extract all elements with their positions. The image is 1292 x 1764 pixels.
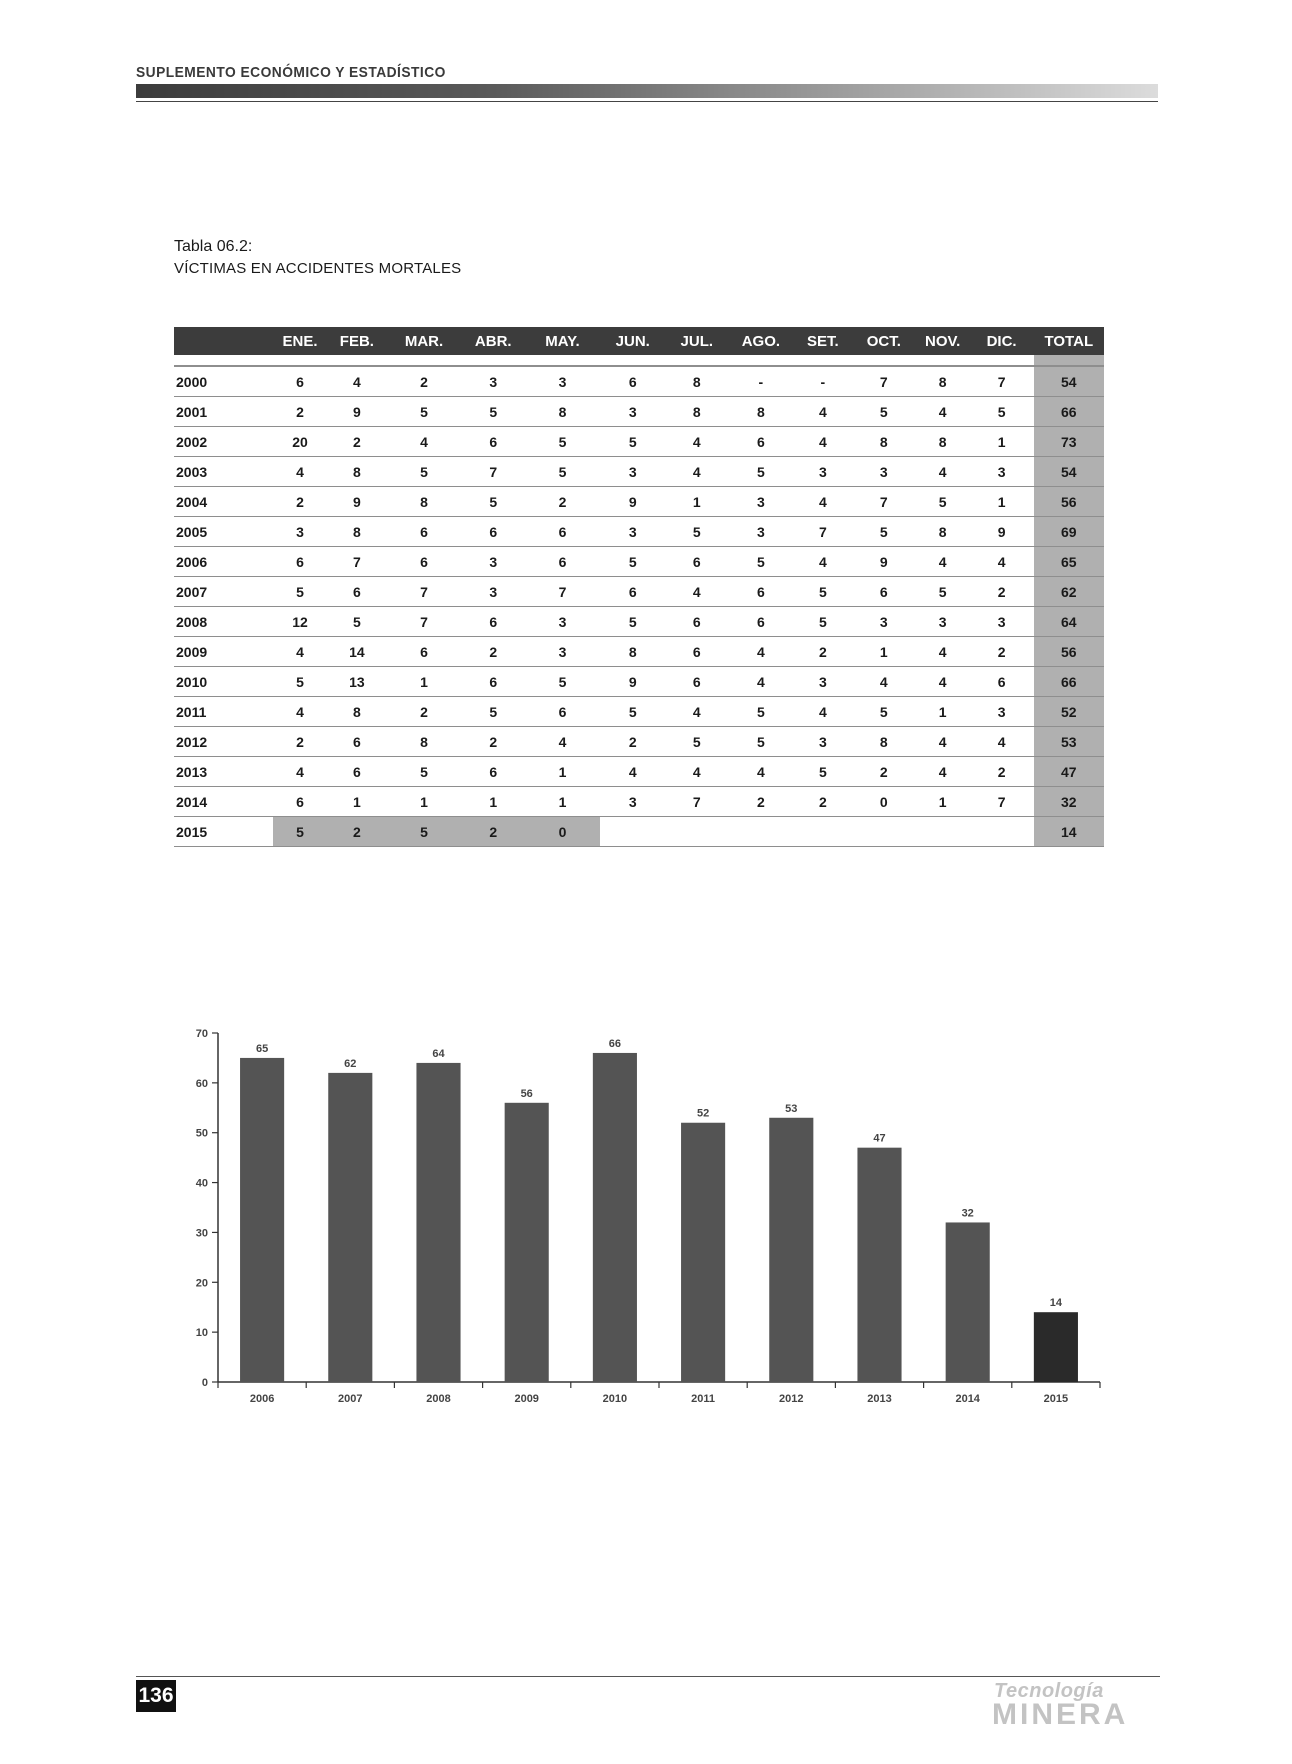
month-cell: 14 <box>327 637 387 667</box>
month-cell: 2 <box>461 727 525 757</box>
month-cell: 6 <box>461 667 525 697</box>
month-cell: 3 <box>728 517 794 547</box>
month-cell: 6 <box>387 547 461 577</box>
year-cell: 2008 <box>174 607 273 637</box>
month-cell: 2 <box>327 817 387 847</box>
month-cell: 1 <box>387 667 461 697</box>
bar-2011 <box>681 1123 725 1382</box>
month-cell: 8 <box>916 366 970 397</box>
month-cell: 5 <box>852 397 916 427</box>
y-tick-label: 10 <box>195 1327 208 1340</box>
data-label: 32 <box>961 1207 974 1220</box>
x-tick-label: 2009 <box>514 1393 539 1405</box>
month-cell: 9 <box>327 397 387 427</box>
month-cell: 6 <box>273 547 327 577</box>
month-cell: 1 <box>327 787 387 817</box>
total-cell: 52 <box>1034 697 1104 727</box>
x-tick-label: 2008 <box>426 1393 451 1405</box>
month-cell: 4 <box>273 757 327 787</box>
data-label: 66 <box>608 1037 622 1050</box>
total-cell: 53 <box>1034 727 1104 757</box>
table-label: Tabla 06.2: <box>174 238 253 255</box>
year-cell: 2005 <box>174 517 273 547</box>
year-cell: 2004 <box>174 487 273 517</box>
month-cell: 4 <box>525 727 599 757</box>
month-cell: 3 <box>970 697 1034 727</box>
month-cell: 6 <box>327 757 387 787</box>
month-cell: 6 <box>970 667 1034 697</box>
month-cell: 5 <box>600 547 666 577</box>
header-cell: JUL. <box>666 327 728 355</box>
month-cell: 7 <box>852 487 916 517</box>
header-cell: MAY. <box>525 327 599 355</box>
month-cell: 7 <box>387 577 461 607</box>
month-cell: 6 <box>728 427 794 457</box>
month-cell: 3 <box>728 487 794 517</box>
month-cell: 6 <box>728 607 794 637</box>
header-cell: TOTAL <box>1034 327 1104 355</box>
month-cell: 5 <box>916 487 970 517</box>
data-label: 52 <box>696 1107 710 1120</box>
month-cell: 8 <box>387 487 461 517</box>
month-cell: 7 <box>666 787 728 817</box>
y-tick-label: 30 <box>195 1227 208 1240</box>
month-cell: 0 <box>852 787 916 817</box>
month-cell: 5 <box>461 697 525 727</box>
month-cell: 5 <box>461 487 525 517</box>
month-cell: 4 <box>916 727 970 757</box>
header-cell: AGO. <box>728 327 794 355</box>
month-cell: 6 <box>273 787 327 817</box>
month-cell: 5 <box>852 517 916 547</box>
month-cell: 4 <box>600 757 666 787</box>
month-cell: 13 <box>327 667 387 697</box>
month-cell: 8 <box>327 697 387 727</box>
bar-2012 <box>769 1118 813 1382</box>
month-cell: 7 <box>525 577 599 607</box>
y-tick-label: 40 <box>195 1177 208 1190</box>
header-cell: FEB. <box>327 327 387 355</box>
month-cell: 8 <box>666 397 728 427</box>
header-cell: ENE. <box>273 327 327 355</box>
year-cell: 2001 <box>174 397 273 427</box>
year-cell: 2009 <box>174 637 273 667</box>
month-cell: 4 <box>970 547 1034 577</box>
month-cell: 8 <box>525 397 599 427</box>
month-cell: 8 <box>600 637 666 667</box>
month-cell: 2 <box>387 366 461 397</box>
publication-logo <box>994 1682 1128 1730</box>
month-cell: 3 <box>461 577 525 607</box>
year-cell: 2012 <box>174 727 273 757</box>
month-cell: 3 <box>461 366 525 397</box>
month-cell: 5 <box>273 667 327 697</box>
y-tick-label: 60 <box>195 1077 208 1090</box>
month-cell: 5 <box>970 397 1034 427</box>
month-cell: 0 <box>525 817 599 847</box>
x-tick-label: 2006 <box>249 1393 275 1405</box>
month-cell: 5 <box>387 817 461 847</box>
month-cell: 9 <box>327 487 387 517</box>
month-cell: 6 <box>852 577 916 607</box>
month-cell: 5 <box>852 697 916 727</box>
total-cell: 56 <box>1034 637 1104 667</box>
year-cell: 2000 <box>174 366 273 397</box>
month-cell: 3 <box>525 637 599 667</box>
month-cell: 4 <box>273 697 327 727</box>
month-cell: - <box>794 366 852 397</box>
month-cell: 5 <box>728 547 794 577</box>
month-cell: 4 <box>666 757 728 787</box>
month-cell: 4 <box>916 637 970 667</box>
month-cell: 6 <box>387 637 461 667</box>
month-cell: 5 <box>327 607 387 637</box>
month-cell: 1 <box>916 697 970 727</box>
header-cell: DIC. <box>970 327 1034 355</box>
month-cell: 5 <box>387 397 461 427</box>
total-cell: 64 <box>1034 607 1104 637</box>
month-cell: 4 <box>852 667 916 697</box>
month-cell: 4 <box>666 577 728 607</box>
month-cell: 6 <box>525 517 599 547</box>
month-cell: 4 <box>916 457 970 487</box>
month-cell: 6 <box>461 427 525 457</box>
month-cell: 2 <box>794 637 852 667</box>
total-cell: 66 <box>1034 667 1104 697</box>
month-cell: 1 <box>387 787 461 817</box>
month-cell: 1 <box>970 487 1034 517</box>
month-cell: 2 <box>794 787 852 817</box>
x-tick-label: 2010 <box>602 1393 628 1405</box>
month-cell: 2 <box>970 577 1034 607</box>
month-cell: 1 <box>525 787 599 817</box>
month-cell: 3 <box>970 607 1034 637</box>
total-cell: 69 <box>1034 517 1104 547</box>
month-cell: 2 <box>728 787 794 817</box>
month-cell: 4 <box>916 757 970 787</box>
y-tick-label: 70 <box>195 1028 208 1040</box>
bar-2008 <box>416 1063 460 1382</box>
month-cell: 6 <box>327 577 387 607</box>
month-cell: 2 <box>461 637 525 667</box>
data-label: 56 <box>520 1087 533 1100</box>
month-cell: 6 <box>273 366 327 397</box>
year-cell: 2011 <box>174 697 273 727</box>
data-label: 65 <box>255 1042 269 1055</box>
year-cell: 2014 <box>174 787 273 817</box>
x-tick-label: 2011 <box>691 1393 716 1405</box>
bar-2007 <box>328 1073 372 1382</box>
month-cell: 5 <box>728 727 794 757</box>
month-cell: 3 <box>600 787 666 817</box>
month-cell: 2 <box>970 757 1034 787</box>
month-cell: 3 <box>852 607 916 637</box>
bar-2013 <box>857 1148 901 1382</box>
month-cell: 8 <box>852 727 916 757</box>
month-cell: 6 <box>666 667 728 697</box>
month-cell: 7 <box>461 457 525 487</box>
x-tick-label: 2014 <box>955 1393 980 1405</box>
month-cell: 5 <box>666 517 728 547</box>
month-cell: 6 <box>600 577 666 607</box>
month-cell: 7 <box>970 787 1034 817</box>
year-cell: 2015 <box>174 817 273 847</box>
month-cell: 4 <box>666 427 728 457</box>
month-cell: 7 <box>970 366 1034 397</box>
year-cell: 2007 <box>174 577 273 607</box>
month-cell: 5 <box>728 457 794 487</box>
month-cell: 6 <box>525 697 599 727</box>
month-cell: 8 <box>916 427 970 457</box>
y-tick-label: 50 <box>195 1127 208 1140</box>
month-cell: 1 <box>461 787 525 817</box>
header-cell: JUN. <box>600 327 666 355</box>
month-cell: 6 <box>525 547 599 577</box>
month-cell: 6 <box>461 517 525 547</box>
month-cell: 3 <box>916 607 970 637</box>
month-cell: 2 <box>970 637 1034 667</box>
month-cell: 9 <box>852 547 916 577</box>
month-cell: 5 <box>387 457 461 487</box>
month-cell: 6 <box>387 517 461 547</box>
month-cell: 6 <box>728 577 794 607</box>
month-cell: 3 <box>852 457 916 487</box>
total-cell: 54 <box>1034 457 1104 487</box>
month-cell: 1 <box>970 427 1034 457</box>
month-cell: 7 <box>794 517 852 547</box>
month-cell: 4 <box>916 667 970 697</box>
month-cell: 8 <box>327 457 387 487</box>
month-cell: 5 <box>794 757 852 787</box>
section-header: SUPLEMENTO ECONÓMICO Y ESTADÍSTICO <box>136 64 446 81</box>
month-cell: 5 <box>666 727 728 757</box>
total-cell: 66 <box>1034 397 1104 427</box>
month-cell: 6 <box>666 547 728 577</box>
data-label: 47 <box>873 1132 886 1145</box>
month-cell: 3 <box>970 457 1034 487</box>
month-cell: 5 <box>387 757 461 787</box>
header-cell: NOV. <box>916 327 970 355</box>
month-cell: 6 <box>600 366 666 397</box>
month-cell: 3 <box>600 517 666 547</box>
month-cell: 4 <box>916 397 970 427</box>
month-cell: 4 <box>794 427 852 457</box>
header-cell: MAR. <box>387 327 461 355</box>
data-label: 14 <box>1049 1297 1063 1310</box>
header-cell: ABR. <box>461 327 525 355</box>
month-cell: 4 <box>728 757 794 787</box>
month-cell: 6 <box>327 727 387 757</box>
month-cell: 4 <box>794 697 852 727</box>
month-cell: 1 <box>852 637 916 667</box>
month-cell: 4 <box>327 366 387 397</box>
month-cell: 2 <box>273 397 327 427</box>
year-cell: 2013 <box>174 757 273 787</box>
bar-2006 <box>240 1058 284 1382</box>
month-cell: 1 <box>666 487 728 517</box>
month-cell: 6 <box>666 607 728 637</box>
bar-2010 <box>593 1053 637 1382</box>
month-cell: 1 <box>525 757 599 787</box>
month-cell: 8 <box>666 366 728 397</box>
month-cell: 2 <box>600 727 666 757</box>
month-cell: 4 <box>728 667 794 697</box>
x-tick-label: 2013 <box>867 1393 892 1405</box>
table-title: VÍCTIMAS EN ACCIDENTES MORTALES <box>174 260 462 277</box>
total-cell: 47 <box>1034 757 1104 787</box>
month-cell: 4 <box>794 547 852 577</box>
total-cell: 56 <box>1034 487 1104 517</box>
month-cell: 5 <box>794 607 852 637</box>
month-cell: 20 <box>273 427 327 457</box>
month-cell: 8 <box>852 427 916 457</box>
year-cell: 2002 <box>174 427 273 457</box>
x-tick-label: 2012 <box>779 1393 804 1405</box>
month-cell: 2 <box>525 487 599 517</box>
month-cell: 8 <box>916 517 970 547</box>
year-cell: 2003 <box>174 457 273 487</box>
month-cell: 12 <box>273 607 327 637</box>
month-cell: 7 <box>387 607 461 637</box>
month-cell: 3 <box>273 517 327 547</box>
month-cell: 4 <box>794 487 852 517</box>
month-cell: 4 <box>970 727 1034 757</box>
header-cell: OCT. <box>852 327 916 355</box>
month-cell: 5 <box>273 817 327 847</box>
month-cell: 8 <box>728 397 794 427</box>
x-tick-label: 2015 <box>1043 1393 1069 1405</box>
month-cell: 2 <box>327 427 387 457</box>
bar-2014 <box>946 1222 990 1382</box>
month-cell: 4 <box>666 697 728 727</box>
month-cell: 2 <box>461 817 525 847</box>
x-tick-label: 2007 <box>338 1393 363 1405</box>
logo-top-text: Tecnología <box>994 1680 1104 1702</box>
bar-2009 <box>505 1103 549 1382</box>
y-tick-label: 0 <box>201 1377 208 1389</box>
month-cell: 4 <box>916 547 970 577</box>
month-cell: 4 <box>666 457 728 487</box>
month-cell: 9 <box>970 517 1034 547</box>
month-cell: 2 <box>387 697 461 727</box>
data-label: 53 <box>785 1102 798 1115</box>
month-cell: 5 <box>916 577 970 607</box>
month-cell: 4 <box>728 637 794 667</box>
month-cell: 4 <box>273 637 327 667</box>
month-cell: 5 <box>728 697 794 727</box>
data-label: 62 <box>344 1057 357 1070</box>
footer-rule <box>136 1676 1160 1677</box>
month-cell: 3 <box>794 727 852 757</box>
month-cell: 2 <box>273 727 327 757</box>
bar-2015 <box>1034 1312 1078 1382</box>
total-cell: 32 <box>1034 787 1104 817</box>
month-cell: 2 <box>852 757 916 787</box>
total-cell: 65 <box>1034 547 1104 577</box>
month-cell: 7 <box>327 547 387 577</box>
month-cell: 5 <box>525 457 599 487</box>
month-cell: 3 <box>461 547 525 577</box>
month-cell: 1 <box>916 787 970 817</box>
month-cell: 3 <box>600 397 666 427</box>
month-cell: 4 <box>794 397 852 427</box>
total-cell: 62 <box>1034 577 1104 607</box>
month-cell: 5 <box>461 397 525 427</box>
month-cell: 8 <box>387 727 461 757</box>
logo-bottom-text: MINERA <box>992 1698 1129 1731</box>
year-cell: 2006 <box>174 547 273 577</box>
month-cell: 3 <box>794 667 852 697</box>
month-cell: 8 <box>327 517 387 547</box>
month-cell: 5 <box>525 427 599 457</box>
total-cell: 54 <box>1034 366 1104 397</box>
month-cell: 3 <box>600 457 666 487</box>
month-cell: 5 <box>600 697 666 727</box>
month-cell: - <box>728 366 794 397</box>
month-cell: 6 <box>666 637 728 667</box>
header-cell: SET. <box>794 327 852 355</box>
month-cell: 6 <box>461 757 525 787</box>
total-cell: 73 <box>1034 427 1104 457</box>
month-cell: 4 <box>273 457 327 487</box>
data-label: 64 <box>432 1047 445 1060</box>
month-cell: 9 <box>600 487 666 517</box>
month-cell: 5 <box>600 427 666 457</box>
page-number: 136 <box>136 1680 176 1712</box>
y-tick-label: 20 <box>195 1277 208 1290</box>
month-cell: 7 <box>852 366 916 397</box>
month-cell: 3 <box>525 366 599 397</box>
month-cell: 6 <box>461 607 525 637</box>
month-cell: 5 <box>600 607 666 637</box>
month-cell: 5 <box>794 577 852 607</box>
month-cell: 5 <box>273 577 327 607</box>
year-cell: 2010 <box>174 667 273 697</box>
total-cell: 14 <box>1034 817 1104 847</box>
month-cell: 2 <box>273 487 327 517</box>
month-cell: 9 <box>600 667 666 697</box>
month-cell: 3 <box>525 607 599 637</box>
month-cell: 5 <box>525 667 599 697</box>
month-cell: 3 <box>794 457 852 487</box>
month-cell: 4 <box>387 427 461 457</box>
